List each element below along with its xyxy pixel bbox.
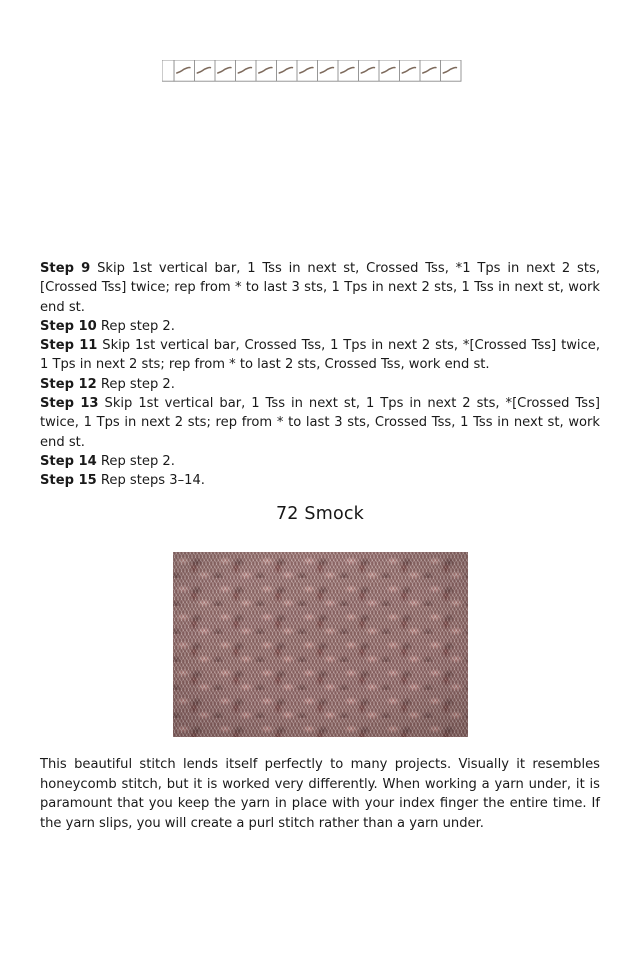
step-item bbox=[40, 452, 600, 471]
step-text: Rep steps 3–14. bbox=[96, 473, 205, 489]
step-label: Step 10 bbox=[40, 318, 97, 334]
step-text: Rep step 2. bbox=[96, 453, 175, 469]
row-number-box bbox=[162, 60, 174, 81]
step-item bbox=[40, 394, 600, 452]
swatch-vignette bbox=[173, 552, 468, 737]
step-label: Step 11 bbox=[40, 338, 98, 354]
description-paragraph: This beautiful stitch lends itself perfectly to many projects. Visually it resembles honeycomb stitch, but it is worked very differently. When working a yarn under, it is paramount that you keep the yarn in place with your index finger the entire time. If the yarn slips, you will create a purl stitch rather than a yarn under. bbox=[40, 757, 600, 831]
swatch-photo bbox=[173, 552, 468, 737]
step-label: Step 13 bbox=[40, 396, 99, 412]
step-text: Skip 1st vertical bar, 1 Tss in next st, Crossed Tss, *1 Tps in next 2 sts, [Crossed Tss] twice; rep from * to last 3 sts, 1 Tps in next 2 sts, 1 Tss in next st, work end st. bbox=[40, 261, 600, 315]
step-item bbox=[40, 259, 600, 317]
step-label: Step 9 bbox=[40, 261, 91, 276]
stitch-chart-svg bbox=[162, 60, 480, 256]
step-text: Skip 1st vertical bar, 1 Tss in next st, 1 Tps in next 2 sts, *[Crossed Tss] twice, 1 Tps in next 2 sts; rep from * to last 3 sts, Crossed Tss, 1 Tss in next st, work end st. bbox=[40, 396, 600, 450]
step-label: Step 15 bbox=[40, 473, 97, 489]
step-item bbox=[40, 336, 600, 375]
step-item bbox=[40, 317, 600, 336]
step-text: Skip 1st vertical bar, Crossed Tss, 1 Tps in next 2 sts, *[Crossed Tss] twice, 1 Tps in next 2 sts; rep from * to last 2 sts, Crossed Tss, work end st. bbox=[40, 338, 600, 373]
instruction-steps bbox=[40, 259, 600, 491]
step-item bbox=[40, 375, 600, 394]
step-label: Step 12 bbox=[40, 376, 97, 392]
step-item bbox=[40, 471, 600, 490]
step-text: Rep step 2. bbox=[96, 376, 175, 392]
step-label: Step 14 bbox=[40, 453, 97, 469]
stitch-chart bbox=[162, 60, 480, 256]
step-text: Rep step 2. bbox=[96, 318, 175, 334]
section-title: 72 Smock bbox=[275, 504, 365, 524]
